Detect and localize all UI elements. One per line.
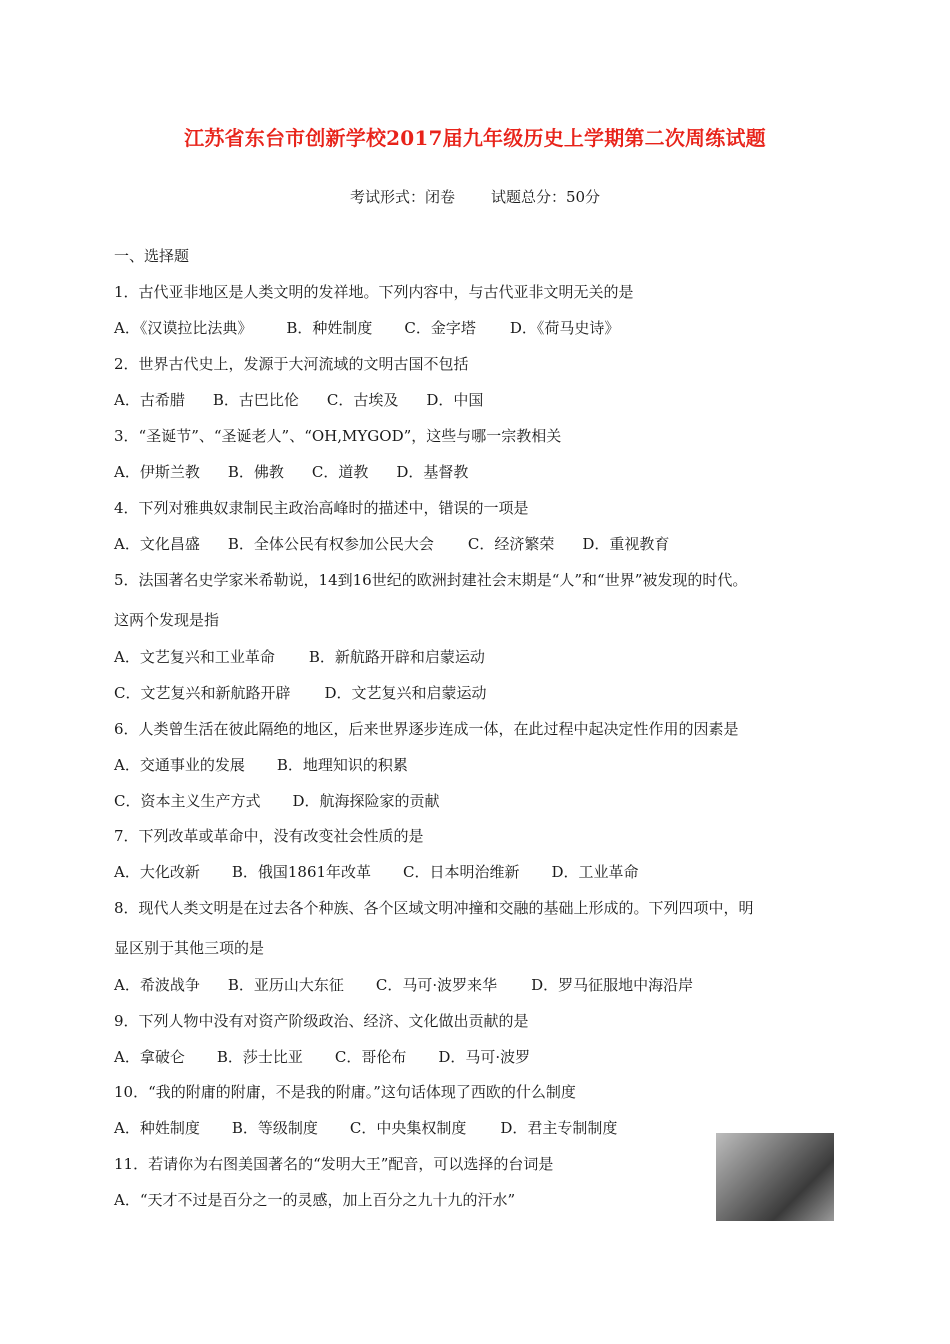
option-item: A．文化昌盛 <box>114 535 200 553</box>
page-title: 江苏省东台市创新学校2017届九年级历史上学期第二次周练试题 <box>184 126 766 150</box>
option-item: A．希波战争 <box>114 976 200 994</box>
option-item: A．古希腊 <box>114 391 185 409</box>
option-item: D．中国 <box>426 391 484 409</box>
question-text: 3．“圣诞节”、“圣诞老人”、“OH,MYGOD”，这些与哪一宗教相关 <box>114 427 562 445</box>
question-text: 6．人类曾生活在彼此隔绝的地区，后来世界逐步连成一体，在此过程中起决定性作用的因素是 <box>114 720 739 738</box>
exam-total: 试题总分：50分 <box>490 188 601 206</box>
option-item: C．哥伦布 <box>334 1048 407 1066</box>
question-text: 10．“我的附庸的附庸，不是我的附庸。”这句话体现了西欧的什么制度 <box>114 1083 576 1101</box>
options-line <box>114 755 408 775</box>
option-item: B．俄国1861年改革 <box>231 863 372 881</box>
options-line <box>114 975 693 995</box>
option-item: B．地理知识的积累 <box>276 756 408 774</box>
question-text: 这两个发现是指 <box>114 611 220 629</box>
question-text: 2．世界古代史上，发源于大河流域的文明古国不包括 <box>114 355 469 373</box>
question-text: 8．现代人类文明是在过去各个种族、各个区域文明冲撞和交融的基础上形成的。下列四项中，明 <box>114 899 754 917</box>
option-item: C．古埃及 <box>326 391 399 409</box>
options-line <box>114 462 468 482</box>
exam-info <box>0 186 950 207</box>
option-item: A．拿破仑 <box>114 1048 185 1066</box>
option-item: D．马可·波罗 <box>438 1048 531 1066</box>
exam-form: 考试形式：闭卷 <box>349 188 455 206</box>
option-item: B．种姓制度 <box>286 319 373 337</box>
option-item: B．古巴比伦 <box>212 391 299 409</box>
section-heading: 一、选择题 <box>114 247 190 265</box>
option-item: B．莎士比亚 <box>216 1048 303 1066</box>
option-item: C．道教 <box>311 463 369 481</box>
option-item: A．大化改新 <box>114 863 200 881</box>
question-text: 9．下列人物中没有对资产阶级政治、经济、文化做出贡献的是 <box>114 1012 529 1030</box>
option-item: B．新航路开辟和启蒙运动 <box>308 648 485 666</box>
question-text: 4．下列对雅典奴隶制民主政治高峰时的描述中，错误的一项是 <box>114 499 529 517</box>
option-item: B．亚历山大东征 <box>227 976 344 994</box>
option-item: C．经济繁荣 <box>467 535 555 553</box>
options-line <box>114 534 669 554</box>
options-line <box>114 1047 530 1067</box>
question-text: 5．法国著名史学家米希勒说，14到16世纪的欧洲封建社会末期是“人”和“世界”被发现的时代。 <box>114 571 748 589</box>
option-item: A．种姓制度 <box>114 1119 200 1137</box>
option-item: B．佛教 <box>227 463 284 481</box>
inventor-photo <box>716 1133 834 1221</box>
question-text: 7．下列改革或革命中，没有改变社会性质的是 <box>114 827 424 845</box>
option-item: A．《汉谟拉比法典》 <box>114 319 253 337</box>
option-item: D．工业革命 <box>551 863 639 881</box>
question-text: 显区别于其他三项的是 <box>114 939 265 957</box>
option-item: B．等级制度 <box>231 1119 318 1137</box>
option-item: C．资本主义生产方式 <box>114 792 261 810</box>
options-line <box>114 1118 617 1138</box>
option-item: D．航海探险家的贡献 <box>292 792 440 810</box>
option-item: A．伊斯兰教 <box>114 463 200 481</box>
option-item: D．《荷马史诗》 <box>509 319 620 337</box>
option-item: C．中央集权制度 <box>349 1119 467 1137</box>
options-line <box>114 647 485 667</box>
question-text: A．“天才不过是百分之一的灵感，加上百分之九十九的汗水” <box>114 1191 516 1209</box>
option-item: C．日本明治维新 <box>403 863 520 881</box>
question-text: 11．若请你为右图美国著名的“发明大王”配音，可以选择的台词是 <box>114 1155 554 1173</box>
option-item: C．马可·波罗来华 <box>375 976 498 994</box>
option-item: C．金字塔 <box>404 319 476 337</box>
option-item: D．君主专制制度 <box>500 1119 618 1137</box>
options-line <box>114 318 619 338</box>
question-text: 1．古代亚非地区是人类文明的发祥地。下列内容中，与古代亚非文明无关的是 <box>114 283 634 301</box>
options-line <box>114 390 483 410</box>
option-item: B．全体公民有权参加公民大会 <box>227 535 434 553</box>
option-item: D．罗马征服地中海沿岸 <box>531 976 694 994</box>
options-line <box>114 862 639 882</box>
options-line <box>114 791 440 811</box>
option-item: D．基督教 <box>396 463 469 481</box>
options-line <box>114 683 487 703</box>
option-item: C．文艺复兴和新航路开辟 <box>114 684 291 702</box>
option-item: D．文艺复兴和启蒙运动 <box>324 684 487 702</box>
option-item: A．文艺复兴和工业革命 <box>114 648 275 666</box>
option-item: D．重视教育 <box>582 535 670 553</box>
option-item: A．交通事业的发展 <box>114 756 245 774</box>
